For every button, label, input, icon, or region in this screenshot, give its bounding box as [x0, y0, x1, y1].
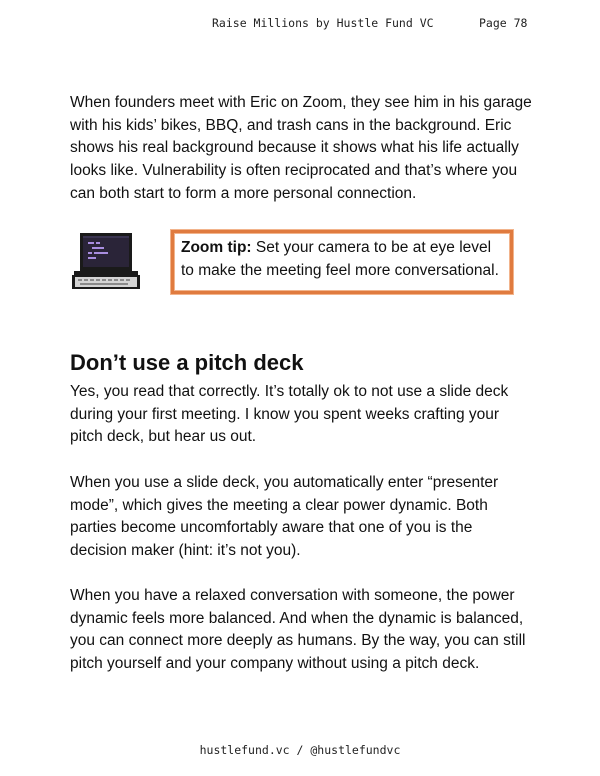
page-number: Page 78	[479, 16, 528, 30]
tip-text	[181, 237, 506, 282]
retro-computer-icon	[70, 231, 140, 291]
section-paragraph: When you use a slide deck, you automatically enter “presenter mode”, which gives the meeting a clear power dynamic. Both parties become uncomfortably aware that one of you is the decision maker (hint: it’s not you).	[70, 474, 499, 560]
page-footer: hustlefund.vc / @hustlefundvc	[199, 743, 401, 757]
section-heading: Don’t use a pitch deck	[70, 350, 304, 375]
intro-paragraph: When founders meet with Eric on Zoom, they see him in his garage with his kids’ bikes, BBQ, and trash cans in the background. Eric shows his real background because it shows what his life actually looks like. Vulnerability is often reciprocated and that’s where you can both start to form a more personal connection.	[70, 94, 532, 202]
tip-body: Set your camera to be at eye level to make the meeting feel more conversational.	[181, 239, 499, 279]
tip-label: Zoom tip:	[181, 239, 252, 256]
section-paragraph: When you have a relaxed conversation with someone, the power dynamic feels more balanced. And when the dynamic is balanced, you can connect more deeply as humans. By the way, you can still pitch yourself and your company without using a pitch deck.	[70, 587, 526, 673]
section-paragraph: Yes, you read that correctly. It’s totally ok to not use a slide deck during your first meeting. I know you spent weeks crafting your pitch deck, but hear us out.	[70, 383, 509, 446]
book-title: Raise Millions by Hustle Fund VC	[212, 16, 434, 30]
page-header	[0, 16, 600, 34]
